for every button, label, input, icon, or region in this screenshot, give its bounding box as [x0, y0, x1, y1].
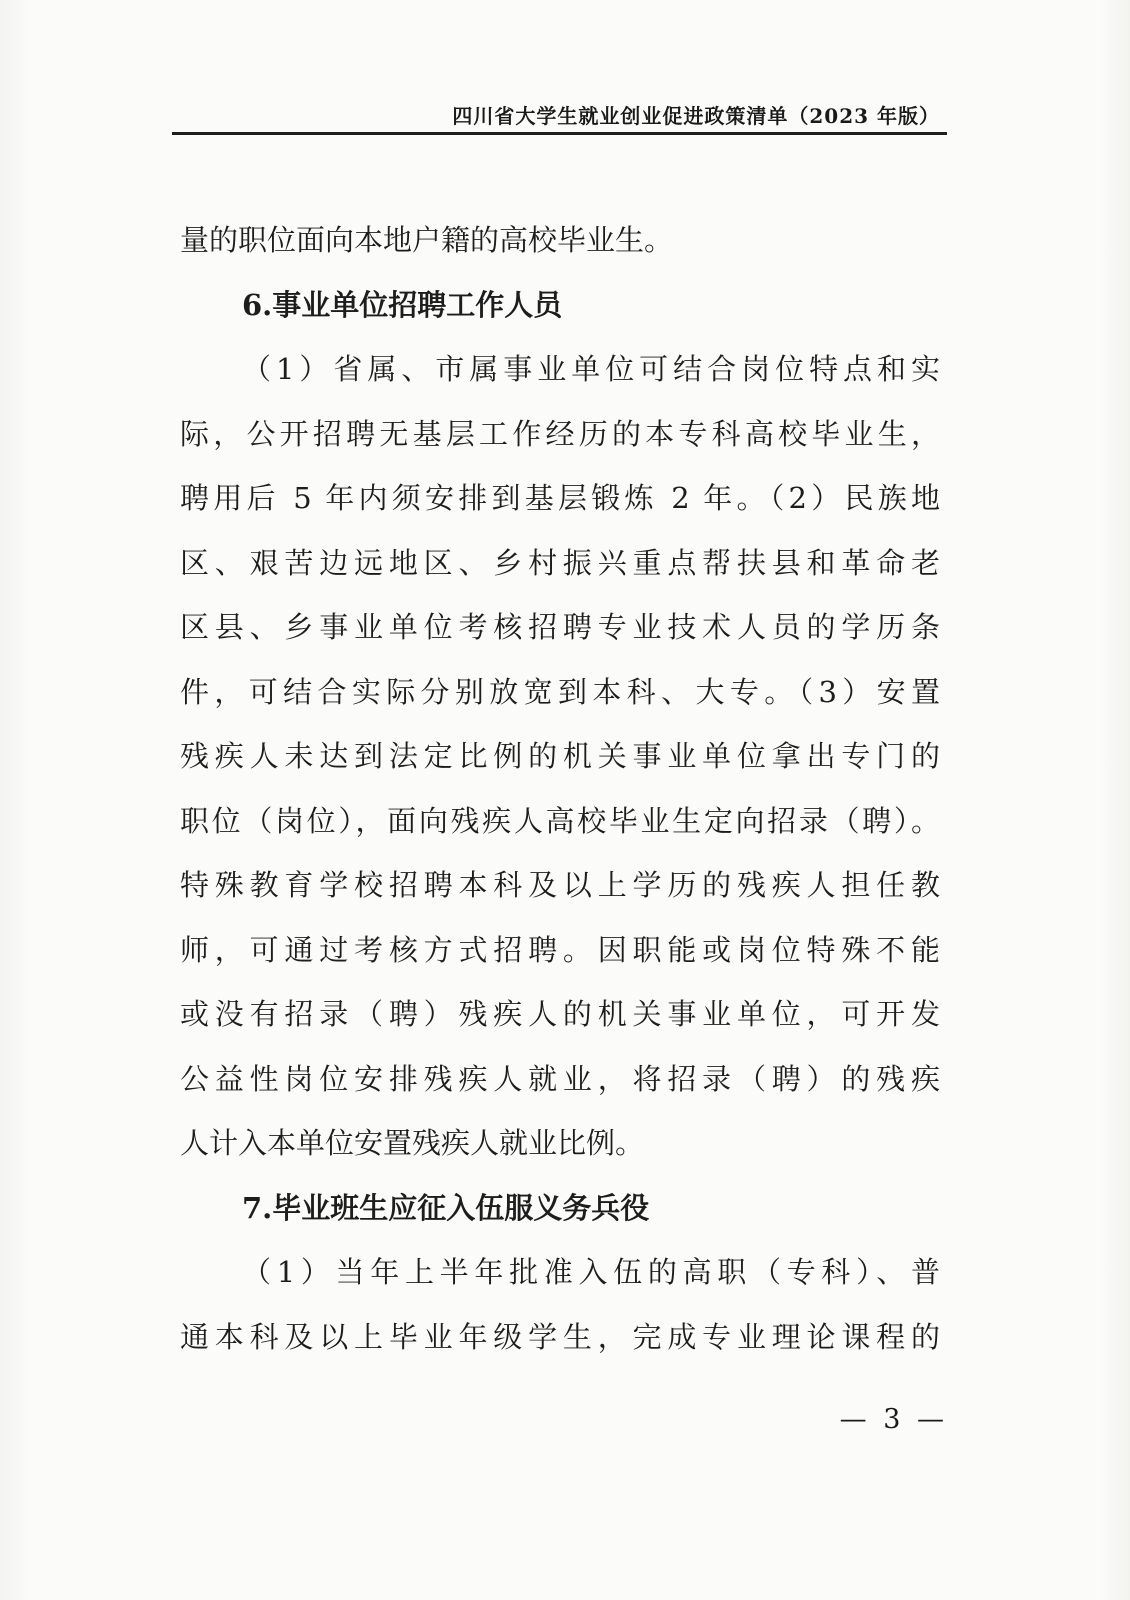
paragraph-line: 际，公开招聘无基层工作经历的本专科高校毕业生，: [180, 416, 940, 451]
paragraph-line: 公益性岗位安排残疾人就业，将招录（聘）的残疾: [180, 1061, 940, 1096]
paragraph-line: 件，可结合实际分别放宽到本科、大专。（3）安置: [180, 674, 940, 709]
paragraph-line: 职位（岗位），面向残疾人高校毕业生定向招录（聘）。: [180, 803, 940, 838]
paragraph-line: 特殊教育学校招聘本科及以上学历的残疾人担任教: [180, 868, 940, 902]
body-text: [180, 208, 940, 1369]
paragraph-line: （1）省属、市属事业单位可结合岗位特点和实: [242, 352, 940, 386]
paragraph-line: 量的职位面向本地户籍的高校毕业生。: [180, 223, 674, 257]
page-number: — 3 —: [839, 1404, 948, 1435]
header-rule: [172, 132, 947, 135]
section-heading-6: 6.事业单位招聘工作人员: [242, 287, 563, 322]
running-header-title: 四川省大学生就业创业促进政策清单（2023 年版）: [452, 104, 940, 128]
paragraph-line: 残疾人未达到法定比例的机关事业单位拿出专门的: [180, 739, 940, 773]
paragraph-line: 区、艰苦边远地区、乡村振兴重点帮扶县和革命老: [180, 545, 940, 580]
paragraph-line: 通本科及以上毕业年级学生，完成专业理论课程的: [180, 1319, 940, 1354]
paragraph-line: 区县、乡事业单位考核招聘专业技术人员的学历条: [180, 610, 940, 644]
paragraph-line: （1）当年上半年批准入伍的高职（专科）、普: [242, 1255, 940, 1289]
paragraph-line: 人计入本单位安置残疾人就业比例。: [180, 1126, 645, 1160]
paragraph-line: 师，可通过考核方式招聘。因职能或岗位特殊不能: [180, 932, 940, 967]
paragraph-line: 或没有招录（聘）残疾人的机关事业单位，可开发: [180, 997, 940, 1031]
paragraph-line: 聘用后 5 年内须安排到基层锻炼 2 年。（2）民族地: [180, 481, 940, 515]
section-heading-7: 7.毕业班生应征入伍服义务兵役: [242, 1190, 650, 1225]
